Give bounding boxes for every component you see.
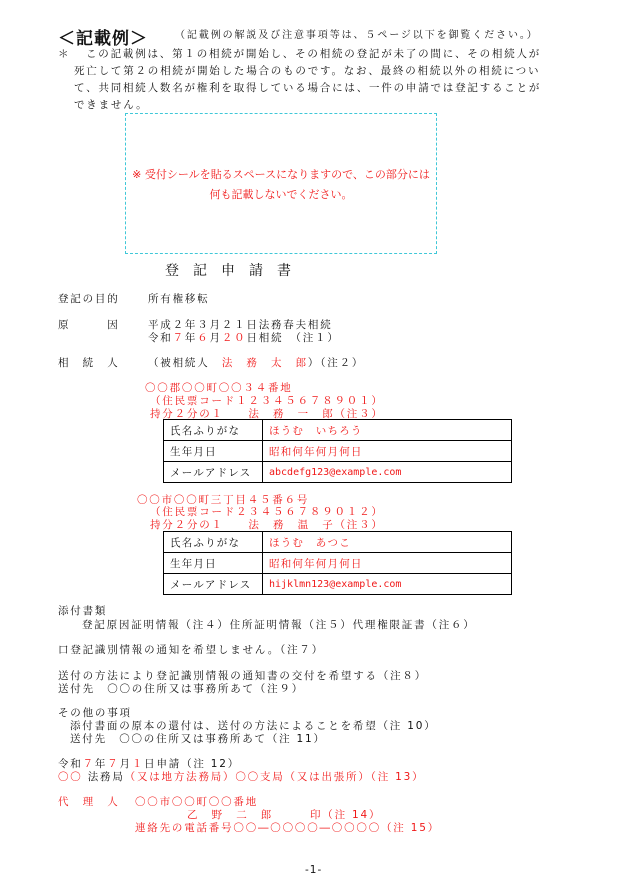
row-key: 生年月日	[164, 553, 263, 574]
attachments-value: 登記原因証明情報（注４）住所証明情報（注５）代理権限証書（注６）	[82, 619, 476, 631]
header-note: （記載例の解説及び注意事項等は、５ページ以下を御覧ください。）	[175, 30, 539, 41]
agent-phone: 連絡先の電話番号〇〇―〇〇〇〇―〇〇〇〇（注 15）	[135, 822, 440, 834]
other-line: 添付書面の原本の還付は、送付の方法によることを希望（注 10）	[70, 720, 437, 732]
decedent-name: 法 務 太 郎	[221, 357, 308, 369]
text: 登記識別情報の通知を希望しません。（注７）	[70, 644, 324, 656]
intro-line: この記載例は、第１の相続が開始し、その相続の登記が未了の間に、その相続人が	[86, 48, 542, 60]
text: 法務局	[87, 771, 125, 783]
table-row	[164, 532, 512, 553]
text: ７	[107, 758, 120, 770]
text: 令和	[148, 332, 173, 344]
other-label: その他の事項	[58, 707, 132, 719]
text: 月	[119, 758, 132, 770]
row-key: 生年月日	[164, 441, 263, 462]
heir2-address: 〇〇市〇〇町三丁目４５番６号	[137, 494, 310, 506]
text: １	[131, 758, 145, 770]
table-row	[164, 441, 512, 462]
intro-mark: ＊	[58, 48, 71, 60]
cause-line	[148, 331, 340, 345]
text: ７	[172, 332, 185, 344]
text: ）（注２）	[307, 357, 365, 369]
no-notice-line	[58, 643, 324, 657]
checkbox-icon[interactable]: 口	[58, 644, 71, 656]
example-title: ＜記載例＞	[58, 29, 148, 49]
purpose-value: 所有権移転	[148, 293, 210, 305]
row-value: hijklmn123@example.com	[263, 574, 512, 595]
delivery-line: 送付先 〇〇の住所又は事務所あて（注９）	[58, 683, 304, 695]
attachments-label: 添付書類	[58, 605, 108, 617]
text: ２０	[221, 332, 247, 344]
table-row	[164, 420, 512, 441]
heir2-resident-code: （住民票コード２３４５６７８９０１２）	[150, 506, 384, 518]
heir2-share: 持分２分の１ 法 務 温 子（注３）	[150, 519, 384, 531]
heir1-resident-code: （住民票コード１２３４５６７８９０１）	[150, 395, 384, 407]
text: 年	[94, 758, 108, 770]
intro-line: 死亡して第２の相続が開始した場合のものです。なお、最終の相続以外の相続につい	[74, 65, 541, 77]
heir2-info-table	[163, 531, 512, 595]
seal-box-note: ※ 受付シールを貼るスペースになりますので、この部分には	[132, 168, 430, 181]
table-row	[164, 574, 512, 595]
text: 日申請（注 12）	[144, 758, 241, 770]
row-value: 昭和何年何月何日	[263, 441, 512, 462]
heir1-address: 〇〇郡〇〇町〇〇３４番地	[145, 382, 293, 394]
delivery-line: 送付の方法により登記識別情報の通知書の交付を希望する（注８）	[58, 670, 427, 682]
registry-office	[58, 770, 424, 784]
row-value: 昭和何年何月何日	[263, 553, 512, 574]
table-row	[164, 553, 512, 574]
agent-name: 乙 野 二 郎 印（注 14）	[187, 809, 382, 821]
text: 年	[184, 332, 198, 344]
other-line: 送付先 〇〇の住所又は事務所あて（注 11）	[70, 733, 326, 745]
cause-label: 原 因	[58, 319, 120, 331]
heir1-info-table	[163, 419, 512, 483]
text: ６	[197, 332, 210, 344]
row-value: abcdefg123@example.com	[263, 462, 512, 483]
text: （又は地方法務局）〇〇支局（又は出張所）（注 13）	[124, 771, 425, 783]
text: （被相続人	[148, 357, 222, 369]
heir1-share: 持分２分の１ 法 務 一 郎（注３）	[150, 408, 384, 420]
intro-line: できません。	[74, 99, 149, 111]
application-date	[58, 757, 240, 771]
intro-line: て、共同相続人数名が権利を取得している場合には、一件の申請では登記することが	[74, 82, 542, 94]
text: ７	[82, 758, 95, 770]
row-key: 氏名ふりがな	[164, 532, 263, 553]
row-value: ほうむ あつこ	[263, 532, 512, 553]
row-key: 氏名ふりがな	[164, 420, 263, 441]
decedent-line	[148, 356, 364, 370]
row-value: ほうむ いちろう	[263, 420, 512, 441]
cause-line: 平成２年３月２１日法務春夫相続	[148, 319, 333, 331]
page-number: -1-	[305, 864, 323, 876]
agent-address: 〇〇市〇〇町〇〇番地	[135, 796, 258, 808]
heirs-label: 相 続 人	[58, 357, 120, 369]
document-title: 登記申請書	[165, 263, 305, 279]
reception-seal-box	[125, 113, 437, 254]
text: 令和	[58, 758, 83, 770]
text: 日相続 （注１）	[246, 332, 340, 344]
purpose-label: 登記の目的	[58, 293, 120, 305]
seal-box-note: 何も記載しないでください。	[209, 188, 353, 201]
table-row	[164, 462, 512, 483]
row-key: メールアドレス	[164, 462, 263, 483]
row-key: メールアドレス	[164, 574, 263, 595]
text: 〇〇	[58, 771, 83, 783]
text: 月	[209, 332, 222, 344]
agent-label: 代 理 人	[58, 796, 120, 808]
